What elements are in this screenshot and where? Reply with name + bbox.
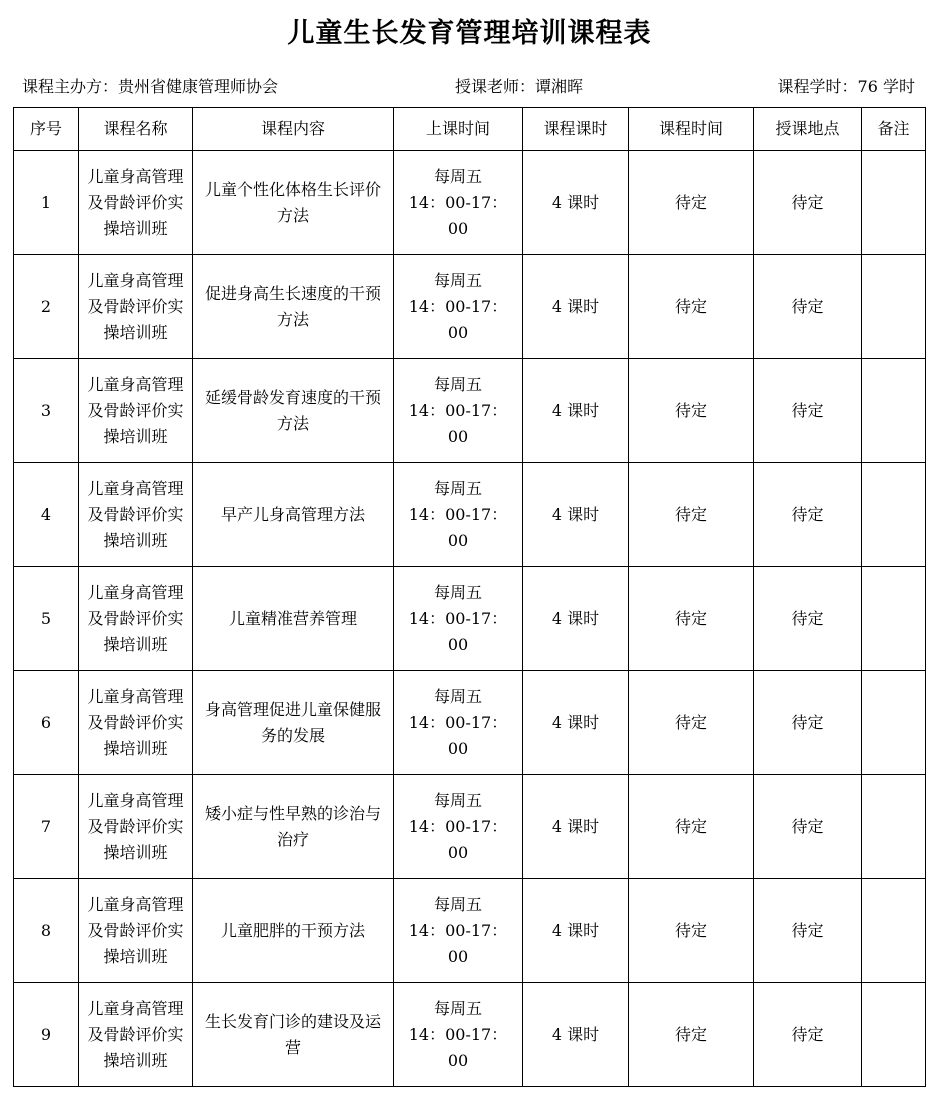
cell-no: 4 [14, 463, 79, 567]
teacher-label: 授课老师：谭湘晖 [455, 77, 584, 96]
cell-class-time [394, 671, 523, 775]
table-row [14, 463, 926, 567]
cell-no: 5 [14, 567, 79, 671]
header-no: 序号 [14, 108, 79, 151]
cell-location: 待定 [754, 463, 862, 567]
header-content: 课程内容 [193, 108, 394, 151]
cell-location: 待定 [754, 775, 862, 879]
cell-period: 待定 [629, 671, 754, 775]
cell-course-name: 儿童身高管理及骨龄评价实操培训班 [79, 983, 193, 1087]
table-row [14, 775, 926, 879]
cell-no: 7 [14, 775, 79, 879]
cell-content: 促进身高生长速度的干预方法 [193, 255, 394, 359]
class-day: 每周五 [433, 478, 482, 498]
cell-notes [862, 879, 926, 983]
cell-period: 待定 [629, 151, 754, 255]
cell-content: 矮小症与性早熟的诊治与治疗 [193, 775, 394, 879]
cell-hours: 4 课时 [523, 359, 629, 463]
class-day: 每周五 [433, 582, 482, 602]
cell-class-time [394, 567, 523, 671]
cell-class-time [394, 983, 523, 1087]
cell-no: 3 [14, 359, 79, 463]
header-hours: 课程课时 [523, 108, 629, 151]
cell-course-name: 儿童身高管理及骨龄评价实操培训班 [79, 359, 193, 463]
class-day: 每周五 [433, 686, 482, 706]
table-header-row [14, 108, 926, 151]
cell-class-time [394, 359, 523, 463]
cell-no: 8 [14, 879, 79, 983]
cell-content: 早产儿身高管理方法 [193, 463, 394, 567]
cell-content: 儿童个性化体格生长评价方法 [193, 151, 394, 255]
cell-location: 待定 [754, 567, 862, 671]
class-day: 每周五 [433, 166, 482, 186]
class-time-range: 14：00-17：00 [408, 504, 508, 550]
class-time-range: 14：00-17：00 [408, 608, 508, 654]
cell-location: 待定 [754, 151, 862, 255]
header-course-name: 课程名称 [79, 108, 193, 151]
cell-no: 6 [14, 671, 79, 775]
cell-notes [862, 775, 926, 879]
cell-location: 待定 [754, 359, 862, 463]
cell-hours: 4 课时 [523, 463, 629, 567]
page-title: 儿童生长发育管理培训课程表 [287, 18, 652, 49]
cell-hours: 4 课时 [523, 983, 629, 1087]
cell-period: 待定 [629, 255, 754, 359]
cell-location: 待定 [754, 879, 862, 983]
table-row [14, 983, 926, 1087]
cell-location: 待定 [754, 983, 862, 1087]
class-day: 每周五 [433, 374, 482, 394]
class-time-range: 14：00-17：00 [408, 712, 508, 758]
cell-period: 待定 [629, 567, 754, 671]
cell-hours: 4 课时 [523, 671, 629, 775]
cell-notes [862, 983, 926, 1087]
cell-period: 待定 [629, 463, 754, 567]
table-row [14, 359, 926, 463]
cell-course-name: 儿童身高管理及骨龄评价实操培训班 [79, 255, 193, 359]
cell-content: 延缓骨龄发育速度的干预方法 [193, 359, 394, 463]
header-location: 授课地点 [754, 108, 862, 151]
class-time-range: 14：00-17：00 [408, 1024, 508, 1070]
class-time-range: 14：00-17：00 [408, 192, 508, 238]
class-time-range: 14：00-17：00 [408, 816, 508, 862]
cell-hours: 4 课时 [523, 879, 629, 983]
cell-notes [862, 151, 926, 255]
cell-period: 待定 [629, 359, 754, 463]
cell-no: 9 [14, 983, 79, 1087]
cell-course-name: 儿童身高管理及骨龄评价实操培训班 [79, 463, 193, 567]
class-day: 每周五 [433, 790, 482, 810]
cell-notes [862, 463, 926, 567]
header-class-time: 上课时间 [394, 108, 523, 151]
table-row [14, 879, 926, 983]
cell-class-time [394, 879, 523, 983]
cell-content: 生长发育门诊的建设及运营 [193, 983, 394, 1087]
organizer-label: 课程主办方：贵州省健康管理师协会 [22, 77, 279, 96]
class-time-range: 14：00-17：00 [408, 296, 508, 342]
cell-notes [862, 255, 926, 359]
cell-content: 身高管理促进儿童保健服务的发展 [193, 671, 394, 775]
cell-period: 待定 [629, 879, 754, 983]
cell-class-time [394, 255, 523, 359]
cell-no: 2 [14, 255, 79, 359]
cell-notes [862, 671, 926, 775]
class-day: 每周五 [433, 270, 482, 290]
table-row [14, 671, 926, 775]
header-notes: 备注 [862, 108, 926, 151]
cell-hours: 4 课时 [523, 775, 629, 879]
cell-class-time [394, 151, 523, 255]
header-period: 课程时间 [629, 108, 754, 151]
course-schedule-table [13, 107, 926, 1087]
cell-content: 儿童肥胖的干预方法 [193, 879, 394, 983]
cell-hours: 4 课时 [523, 567, 629, 671]
cell-location: 待定 [754, 255, 862, 359]
cell-course-name: 儿童身高管理及骨龄评价实操培训班 [79, 671, 193, 775]
cell-notes [862, 567, 926, 671]
table-row [14, 567, 926, 671]
cell-class-time [394, 775, 523, 879]
cell-location: 待定 [754, 671, 862, 775]
cell-hours: 4 课时 [523, 255, 629, 359]
cell-course-name: 儿童身高管理及骨龄评价实操培训班 [79, 879, 193, 983]
class-day: 每周五 [433, 894, 482, 914]
cell-no: 1 [14, 151, 79, 255]
cell-period: 待定 [629, 775, 754, 879]
class-time-range: 14：00-17：00 [408, 920, 508, 966]
cell-course-name: 儿童身高管理及骨龄评价实操培训班 [79, 151, 193, 255]
table-row [14, 255, 926, 359]
class-day: 每周五 [433, 998, 482, 1018]
table-row [14, 151, 926, 255]
cell-class-time [394, 463, 523, 567]
cell-hours: 4 课时 [523, 151, 629, 255]
cell-course-name: 儿童身高管理及骨龄评价实操培训班 [79, 567, 193, 671]
cell-content: 儿童精准营养管理 [193, 567, 394, 671]
total-hours-label: 课程学时：76 学时 [777, 77, 915, 96]
cell-course-name: 儿童身高管理及骨龄评价实操培训班 [79, 775, 193, 879]
class-time-range: 14：00-17：00 [408, 400, 508, 446]
cell-notes [862, 359, 926, 463]
cell-period: 待定 [629, 983, 754, 1087]
